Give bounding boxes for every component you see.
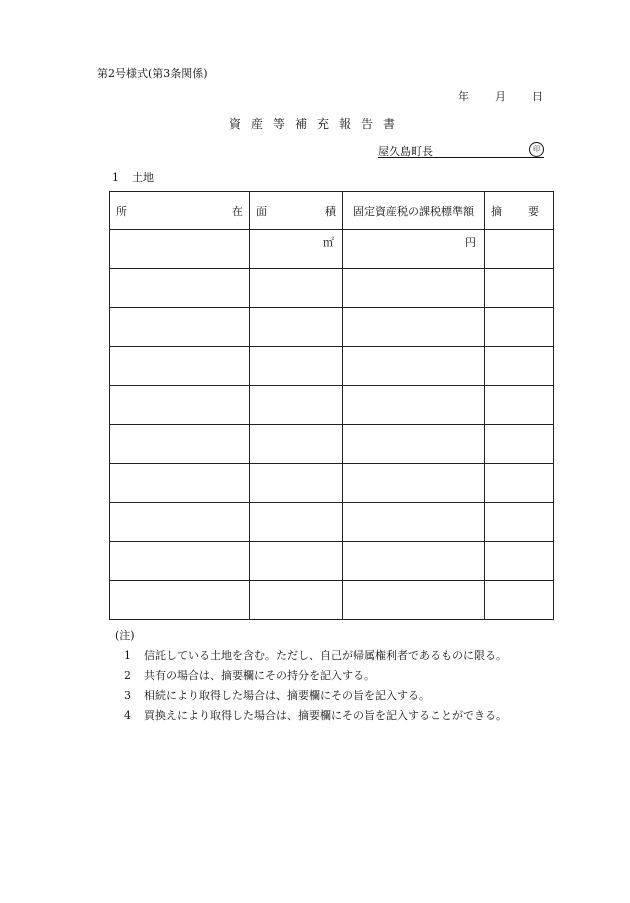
note-number: 1 xyxy=(124,649,131,662)
header-remarks xyxy=(485,192,554,230)
remarks-cell[interactable] xyxy=(485,386,554,425)
table-row xyxy=(110,269,554,308)
area-cell[interactable] xyxy=(250,503,343,542)
note-item xyxy=(124,647,507,663)
notes-heading: (注) xyxy=(115,629,135,642)
table-header-row xyxy=(110,192,554,230)
table-row xyxy=(110,230,554,269)
location-cell[interactable] xyxy=(110,581,250,620)
table-row xyxy=(110,581,554,620)
note-number: 3 xyxy=(124,689,131,702)
standard-value-cell[interactable] xyxy=(343,425,485,464)
area-cell[interactable] xyxy=(250,542,343,581)
note-text: 共有の場合は、摘要欄にその持分を記入する。 xyxy=(144,669,375,682)
date-day-label: 日 xyxy=(532,90,543,103)
header-location xyxy=(110,192,250,230)
section-number: 1 xyxy=(112,171,119,184)
form-number: 第2号様式(第3条関係) xyxy=(97,67,208,80)
remarks-cell[interactable] xyxy=(485,230,554,269)
note-item xyxy=(124,707,507,723)
area-cell[interactable] xyxy=(250,386,343,425)
area-cell[interactable] xyxy=(250,269,343,308)
location-cell[interactable] xyxy=(110,308,250,347)
date-month-label: 月 xyxy=(495,90,506,103)
standard-value-cell[interactable] xyxy=(343,230,485,269)
remarks-cell[interactable] xyxy=(485,581,554,620)
header-area-char-1: 面 xyxy=(256,204,267,218)
remarks-cell[interactable] xyxy=(485,347,554,386)
standard-value-cell[interactable] xyxy=(343,464,485,503)
addressee-name: 屋久島町長 xyxy=(378,145,433,158)
area-cell[interactable] xyxy=(250,230,343,269)
header-remarks-char-2: 要 xyxy=(528,204,539,218)
area-cell[interactable] xyxy=(250,308,343,347)
area-unit-label: ㎡ xyxy=(323,236,334,249)
header-remarks-char-1: 摘 xyxy=(491,204,502,218)
date-year-label: 年 xyxy=(458,90,469,103)
header-location-char-2: 在 xyxy=(232,204,243,218)
document-title: 資産等補充報告書 xyxy=(228,117,405,131)
section-heading xyxy=(112,169,154,185)
remarks-cell[interactable] xyxy=(485,425,554,464)
standard-value-cell[interactable] xyxy=(343,542,485,581)
land-table-body xyxy=(110,230,554,620)
note-text: 買換えにより取得した場合は、摘要欄にその旨を記入することができる。 xyxy=(144,709,507,722)
header-location-char-1: 所 xyxy=(116,204,127,218)
table-row xyxy=(110,503,554,542)
land-table xyxy=(109,191,554,620)
standard-value-cell[interactable] xyxy=(343,347,485,386)
remarks-cell[interactable] xyxy=(485,503,554,542)
area-cell[interactable] xyxy=(250,425,343,464)
standard-value-cell[interactable] xyxy=(343,308,485,347)
table-row xyxy=(110,386,554,425)
note-text: 相続により取得した場合は、摘要欄にその旨を記入する。 xyxy=(144,689,430,702)
note-item xyxy=(124,667,375,683)
standard-value-cell[interactable] xyxy=(343,503,485,542)
area-cell[interactable] xyxy=(250,347,343,386)
table-row xyxy=(110,347,554,386)
location-cell[interactable] xyxy=(110,269,250,308)
remarks-cell[interactable] xyxy=(485,308,554,347)
location-cell[interactable] xyxy=(110,503,250,542)
area-cell[interactable] xyxy=(250,581,343,620)
note-text: 信託している土地を含む。ただし、自己が帰属権利者であるものに限る。 xyxy=(144,649,507,662)
standard-value-cell[interactable] xyxy=(343,581,485,620)
table-row xyxy=(110,308,554,347)
header-standard-value: 固定資産税の課税標準額 xyxy=(343,192,485,230)
area-cell[interactable] xyxy=(250,464,343,503)
note-number: 2 xyxy=(124,669,131,682)
addressee-line xyxy=(378,143,544,158)
standard-value-cell[interactable] xyxy=(343,269,485,308)
location-cell[interactable] xyxy=(110,542,250,581)
table-row xyxy=(110,542,554,581)
location-cell[interactable] xyxy=(110,347,250,386)
header-area-char-2: 積 xyxy=(325,204,336,218)
standard-value-cell[interactable] xyxy=(343,386,485,425)
location-cell[interactable] xyxy=(110,386,250,425)
note-number: 4 xyxy=(124,709,131,722)
note-item xyxy=(124,687,430,703)
seal-mark: 印 xyxy=(529,142,544,157)
table-row xyxy=(110,464,554,503)
standard-value-unit-label: 円 xyxy=(465,236,476,249)
location-cell[interactable] xyxy=(110,425,250,464)
location-cell[interactable] xyxy=(110,464,250,503)
location-cell[interactable] xyxy=(110,230,250,269)
remarks-cell[interactable] xyxy=(485,542,554,581)
header-area xyxy=(250,192,343,230)
section-title: 土地 xyxy=(132,171,154,184)
remarks-cell[interactable] xyxy=(485,269,554,308)
table-row xyxy=(110,425,554,464)
remarks-cell[interactable] xyxy=(485,464,554,503)
